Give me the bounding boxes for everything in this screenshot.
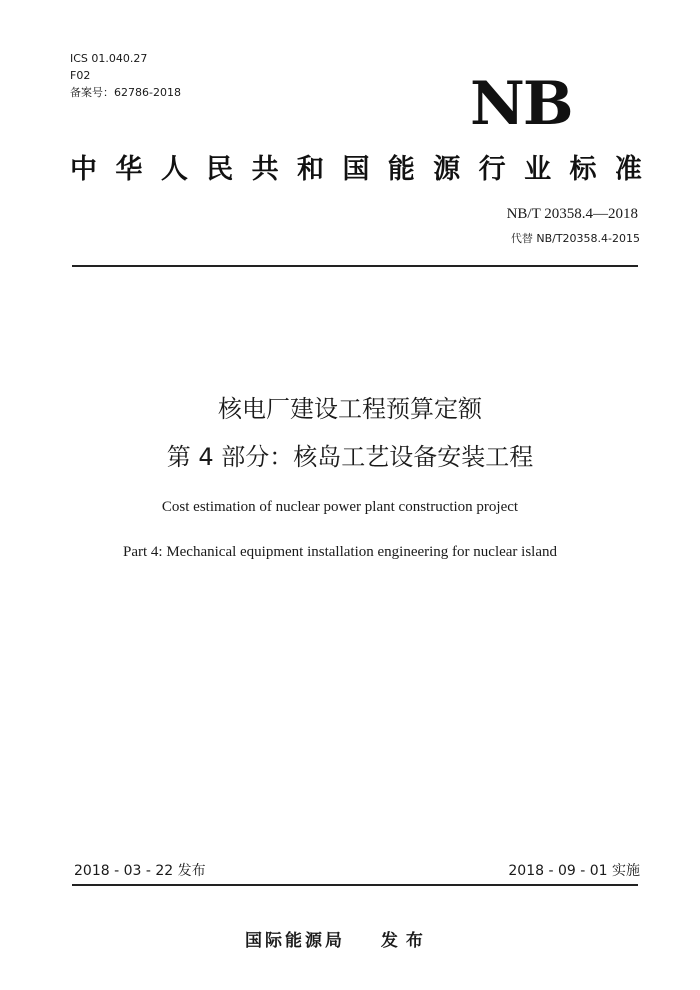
organization-title-char: 和 (297, 154, 325, 185)
issue-date: 2018 - 03 - 22 发布 (74, 863, 206, 879)
organization-title-char: 能 (387, 154, 415, 185)
nb-logo: NB (470, 69, 572, 139)
classification-block (70, 50, 181, 101)
top-divider (72, 265, 638, 267)
replaces-standard: 代替 NB/T20358.4-2015 (510, 232, 640, 245)
organization-title-char: 国 (342, 154, 370, 185)
class-code: F02 (70, 69, 91, 82)
document-title-cn-line2: 第 4 部分：核岛工艺设备安装工程 (166, 443, 534, 471)
organization-title-char: 中 (70, 154, 97, 185)
organization-title (70, 150, 642, 190)
ics-code: ICS 01.040.27 (70, 52, 148, 65)
organization-title-char: 准 (614, 154, 642, 185)
bottom-divider (72, 884, 638, 886)
issuer-name: 国际能源局 (245, 931, 345, 951)
document-title-en-line2: Part 4: Mechanical equipment installation engineering for nuclear island (122, 544, 558, 560)
issuer-line (245, 926, 431, 951)
organization-title-char: 民 (206, 154, 234, 185)
organization-title-char: 人 (160, 154, 188, 185)
organization-title-char: 行 (478, 154, 506, 185)
organization-title-char: 源 (433, 154, 461, 185)
organization-title-char: 华 (115, 154, 143, 185)
document-title-cn-line1: 核电厂建设工程预算定额 (218, 395, 482, 423)
organization-title-char: 共 (251, 154, 279, 185)
organization-title-char: 标 (569, 154, 597, 185)
issuer-action: 发布 (380, 931, 431, 951)
organization-title-char: 业 (524, 154, 552, 185)
document-title-en-line1: Cost estimation of nuclear power plant construction project (161, 499, 519, 515)
record-number: 备案号：62786-2018 (70, 86, 181, 99)
standard-number: NB/T 20358.4—2018 (506, 206, 638, 222)
effective-date: 2018 - 09 - 01 实施 (508, 863, 640, 879)
